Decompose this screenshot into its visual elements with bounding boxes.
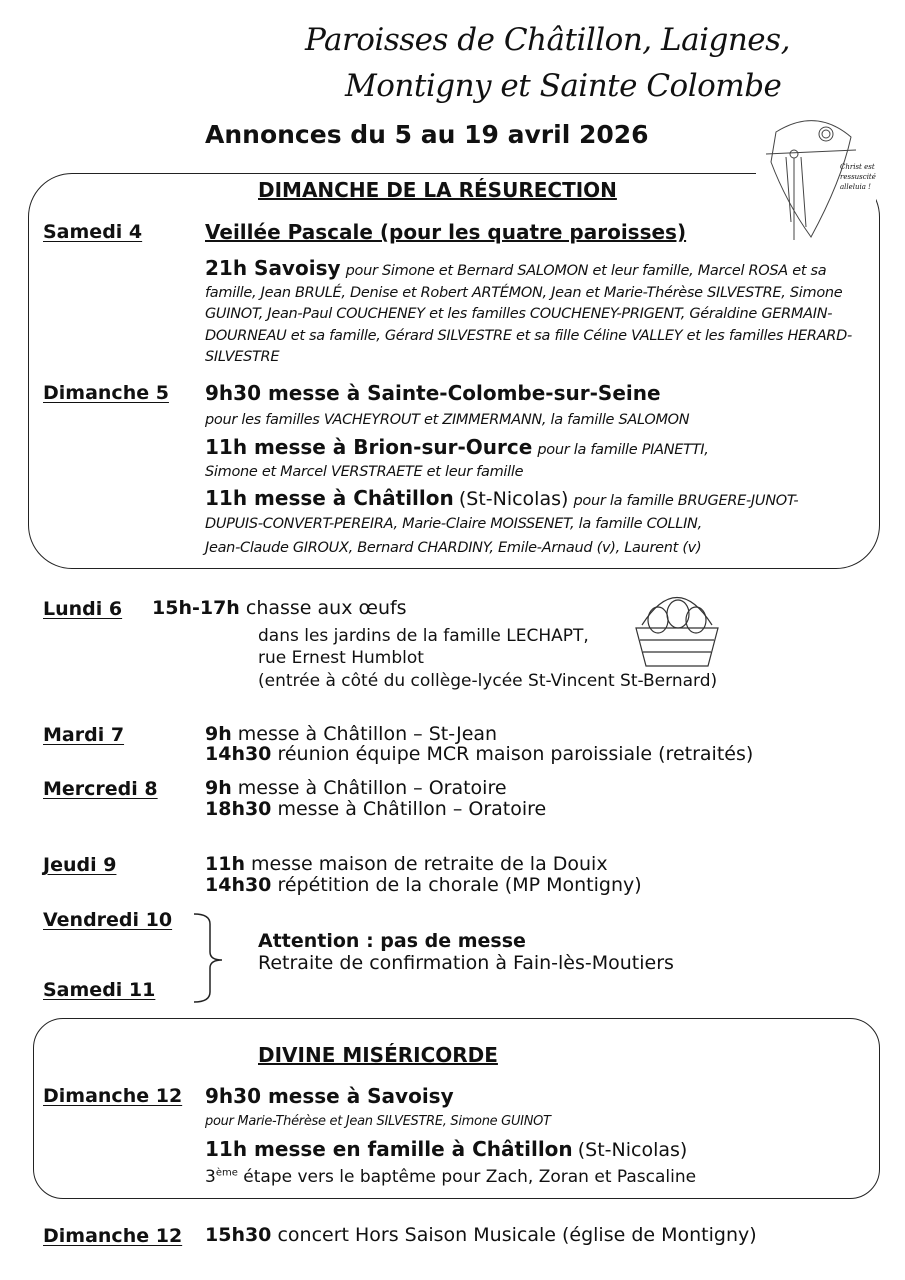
event-line	[205, 853, 608, 875]
event-line	[205, 874, 642, 896]
baptism-line	[205, 1167, 696, 1187]
day-label: Vendredi 10	[43, 909, 173, 931]
vigil-block	[205, 258, 855, 368]
event-detail: rue Ernest Humblot	[258, 648, 424, 668]
event-text: réunion équipe MCR maison paroissiale (retraités)	[277, 743, 754, 765]
mass-title: 11h messe à Châtillon	[205, 486, 454, 510]
day-label: Samedi 11	[43, 979, 156, 1001]
mass-intentions: pour Marie-Thérèse et Jean SILVESTRE, Simone GUINOT	[205, 1114, 551, 1129]
mass-title: 9h30 messe à Sainte-Colombe-sur-Seine	[205, 381, 661, 405]
day-label: Dimanche 12	[43, 1085, 183, 1107]
event-line	[205, 777, 507, 799]
baptism-sup: ème	[215, 1167, 238, 1179]
mass-line	[205, 1137, 687, 1161]
risen-christ-illustration	[756, 112, 876, 252]
mass-intentions: Jean-Claude GIROUX, Bernard CHARDINY, Emile-Arnaud (v), Laurent (v)	[205, 540, 702, 556]
brace-icon	[192, 912, 228, 1008]
illustration-caption: Christ est ressuscité alleluia !	[840, 163, 876, 191]
mass-place: (St-Nicolas)	[458, 488, 569, 510]
title-line-2: Montigny et Sainte Colombe	[345, 68, 782, 104]
event-text: messe maison de retraite de la Douix	[251, 853, 608, 875]
event-detail: (entrée à côté du collège-lycée St-Vincent St-Bernard)	[258, 671, 718, 691]
event-time: 14h30	[205, 743, 272, 765]
event-detail: dans les jardins de la famille LECHAPT,	[258, 626, 589, 646]
mass-intentions: Simone et Marcel VERSTRAETE et leur famille	[205, 464, 524, 480]
mass-title: 11h messe à Brion-sur-Ource	[205, 435, 533, 459]
day-label: Dimanche 12	[43, 1225, 183, 1247]
attention-text: Attention : pas de messe	[258, 930, 526, 952]
vigil-title: Veillée Pascale (pour les quatre paroisses)	[205, 220, 687, 244]
easter-heading: DIMANCHE DE LA RÉSURECTION	[258, 178, 617, 202]
event-line	[205, 798, 546, 820]
day-label: Mercredi 8	[43, 778, 158, 800]
mercy-heading: DIVINE MISÉRICORDE	[258, 1043, 498, 1067]
day-label: Samedi 4	[43, 221, 143, 243]
day-label: Mardi 7	[43, 724, 125, 746]
subtitle: Annonces du 5 au 19 avril 2026	[205, 120, 649, 149]
vigil-time-place: 21h Savoisy	[205, 256, 341, 280]
event-time: 18h30	[205, 798, 272, 820]
mass-intentions: pour la famille BRUGERE-JUNOT-	[573, 493, 799, 509]
retreat-text: Retraite de confirmation à Fain-lès-Moutiers	[258, 952, 674, 974]
event-time: 9h	[205, 723, 232, 745]
event-time: 14h30	[205, 874, 272, 896]
day-label: Jeudi 9	[43, 854, 117, 876]
mass-line	[205, 435, 709, 459]
event-line	[152, 597, 407, 619]
mass-title: 9h30 messe à Savoisy	[205, 1084, 454, 1108]
event-text: messe à Châtillon – St-Jean	[237, 723, 498, 745]
mass-intentions: DUPUIS-CONVERT-PEREIRA, Marie-Claire MOISSENET, la famille COLLIN,	[205, 516, 702, 532]
mass-intentions: pour les familles VACHEYROUT et ZIMMERMANN, la famille SALOMON	[205, 412, 690, 428]
egg-basket-icon	[628, 580, 726, 676]
event-text: concert Hors Saison Musicale (église de Montigny)	[277, 1224, 757, 1246]
event-time: 11h	[205, 853, 245, 875]
mass-intentions: pour la famille PIANETTI,	[537, 442, 709, 458]
vigil-intentions: pour Simone et Bernard SALOMON et leur famille, Marcel ROSA et sa famille, Jean BRULÉ, Denise et Robert ARTÉMON, Jean et Marie-Thérèse SILVESTRE, Simone GUINOT, Jean-Paul COUCHENEY et les familles COUCHENEY-PRIGENT, Géraldine GERMAIN-DOURNEAU et sa famille, Gérard SILVESTRE et sa fille Céline VALLEY et les familles HERARD-SILVESTRE	[205, 263, 852, 365]
mass-line	[205, 486, 798, 510]
day-label: Dimanche 5	[43, 382, 169, 404]
event-text: messe à Châtillon – Oratoire	[237, 777, 507, 799]
baptism-text: étape vers le baptême pour Zach, Zoran et Pascaline	[243, 1167, 697, 1187]
event-line	[205, 723, 497, 745]
event-text: messe à Châtillon – Oratoire	[277, 798, 547, 820]
mass-place: (St-Nicolas)	[577, 1139, 688, 1161]
event-text: chasse aux œufs	[245, 597, 407, 619]
day-label: Lundi 6	[43, 598, 123, 620]
baptism-ordinal: 3	[205, 1167, 216, 1187]
title-line-1: Paroisses de Châtillon, Laignes,	[305, 22, 790, 58]
event-text: répétition de la chorale (MP Montigny)	[277, 874, 642, 896]
mass-title: 11h messe en famille à Châtillon	[205, 1137, 573, 1161]
event-time: 15h30	[205, 1224, 272, 1246]
event-time: 9h	[205, 777, 232, 799]
event-line	[205, 743, 753, 765]
event-line	[205, 1224, 757, 1246]
event-time: 15h-17h	[152, 597, 240, 619]
